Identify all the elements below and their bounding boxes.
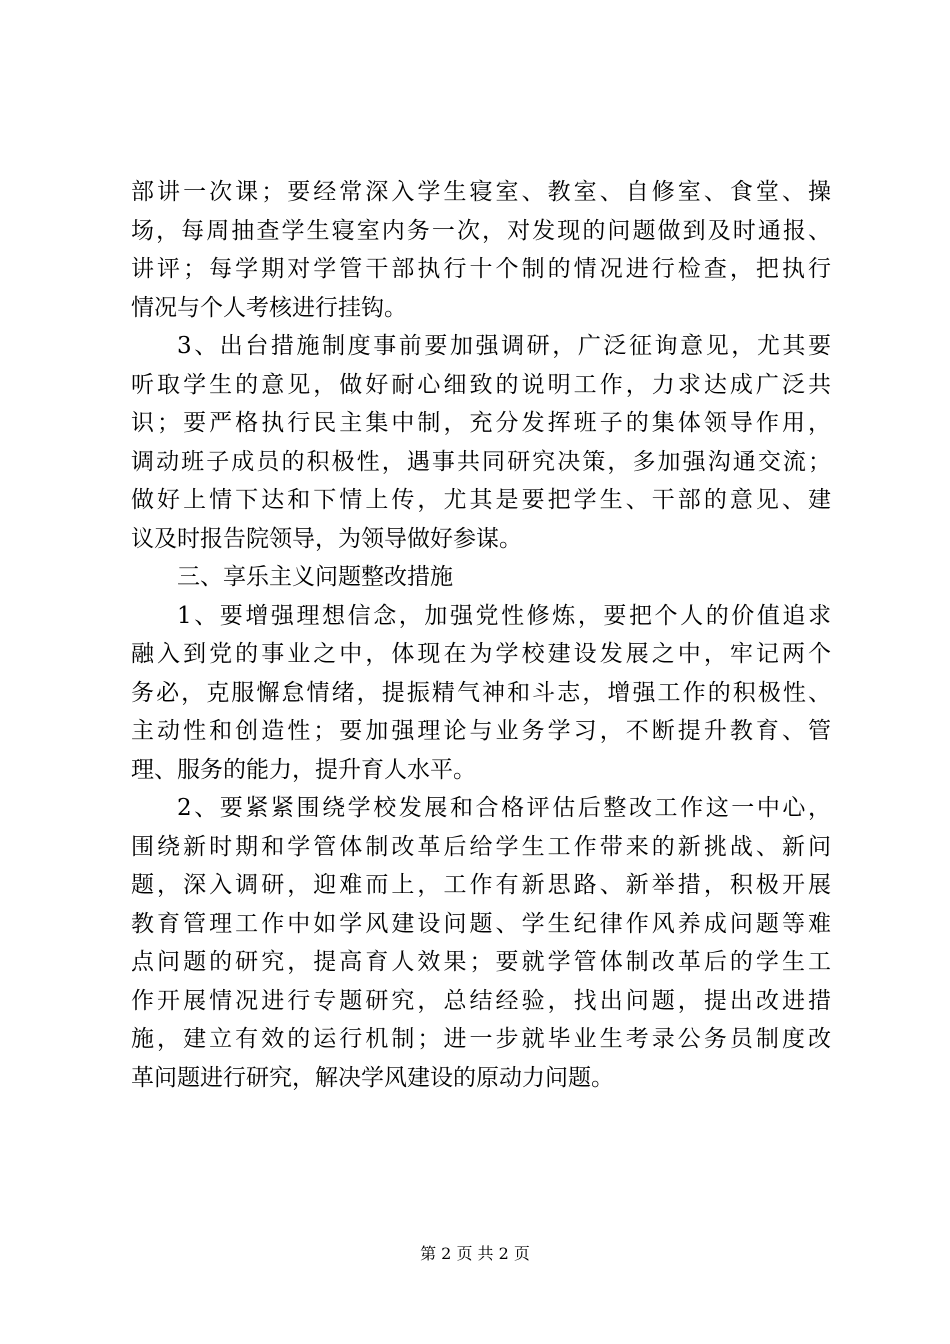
text-line: 场，每周抽查学生寝室内务一次，对发现的问题做到及时通报、	[131, 217, 831, 244]
body-text	[131, 173, 831, 1097]
text-line: 主动性和创造性；要加强理论与业务学习，不断提升教育、管	[131, 718, 831, 744]
section-heading: 三、享乐主义问题整改措施	[177, 564, 453, 590]
paragraph-start-line: 3、出台措施制度事前要加强调研，广泛征询意见，尤其要	[177, 333, 831, 359]
text-line: 作开展情况进行专题研究，总结经验，找出问题，提出改进措	[131, 987, 831, 1014]
text-line: 理、服务的能力，提升育人水平。	[131, 756, 476, 783]
text-line: 题，深入调研，迎难而上，工作有新思路、新举措，积极开展	[131, 872, 831, 898]
text-line: 革问题进行研究，解决学风建设的原动力问题。	[131, 1064, 614, 1091]
text-line: 做好上情下达和下情上传，尤其是要把学生、干部的意见、建	[131, 487, 831, 513]
text-line: 围绕新时期和学管体制改革后给学生工作带来的新挑战、新问	[131, 833, 831, 860]
text-line: 点问题的研究，提高育人效果；要就学管体制改革后的学生工	[131, 949, 831, 975]
text-line: 融入到党的事业之中，体现在为学校建设发展之中，牢记两个	[131, 641, 831, 667]
text-line: 部讲一次课；要经常深入学生寝室、教室、自修室、食堂、操	[131, 179, 831, 205]
text-line: 施，建立有效的运行机制；进一步就毕业生考录公务员制度改	[131, 1026, 831, 1052]
paragraph-start-line: 1、要增强理想信念，加强党性修炼，要把个人的价值追求	[177, 602, 831, 629]
text-line: 议及时报告院领导，为领导做好参谋。	[131, 525, 522, 552]
text-line: 教育管理工作中如学风建设问题、学生纪律作风养成问题等难	[131, 910, 831, 937]
text-line: 听取学生的意见，做好耐心细致的说明工作，力求达成广泛共	[131, 371, 831, 398]
paragraph-start-line: 2、要紧紧围绕学校发展和合格评估后整改工作这一中心，	[177, 795, 831, 821]
text-line: 调动班子成员的积极性，遇事共同研究决策，多加强沟通交流；	[131, 448, 831, 475]
page-number-footer: 第 2 页 共 2 页	[420, 1244, 530, 1263]
text-line: 情况与个人考核进行挂钩。	[131, 294, 407, 321]
text-line: 务必，克服懈怠情绪，提振精气神和斗志，增强工作的积极性、	[131, 679, 831, 706]
text-line: 识；要严格执行民主集中制，充分发挥班子的集体领导作用，	[131, 410, 831, 436]
text-line: 讲评；每学期对学管干部执行十个制的情况进行检查，把执行	[131, 256, 831, 282]
